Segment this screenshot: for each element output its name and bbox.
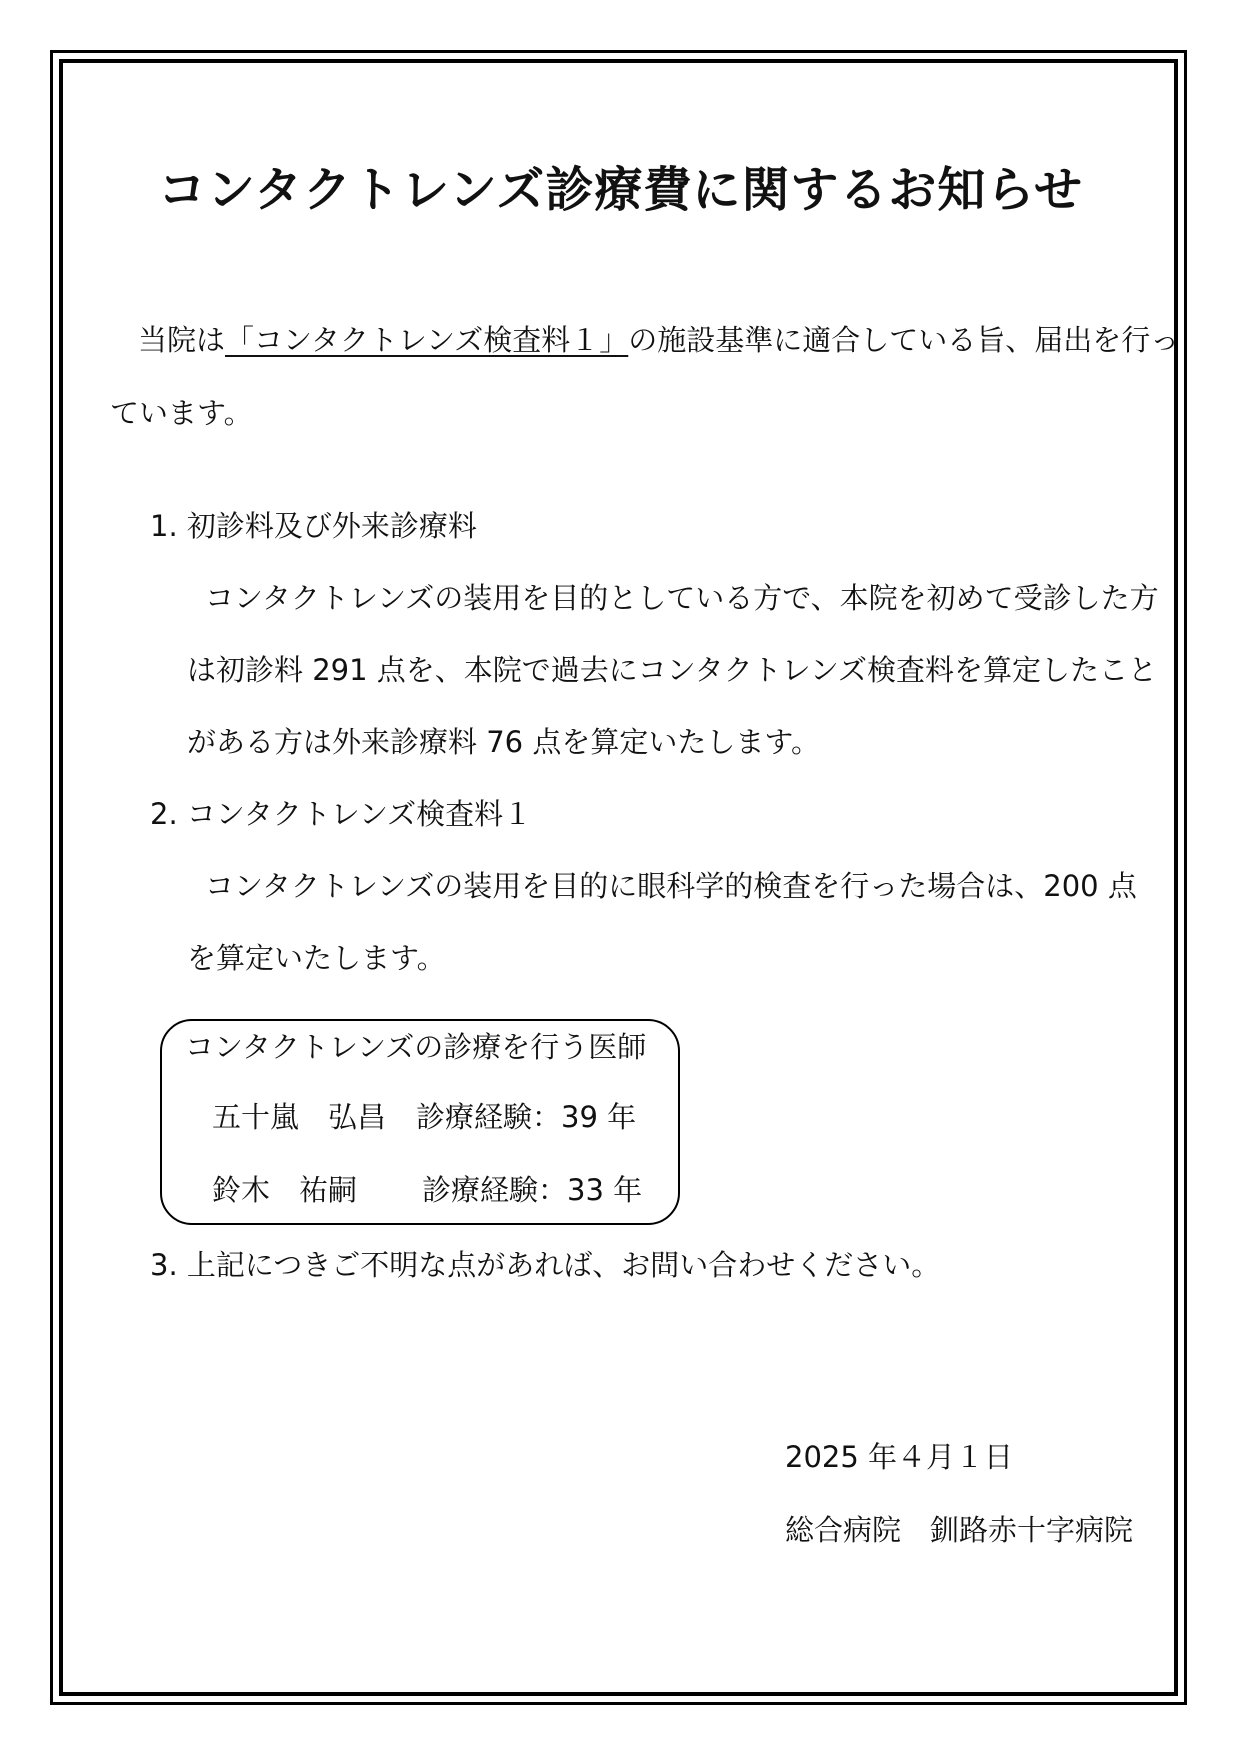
- hospital-name: 総合病院 釧路赤十字病院: [785, 1513, 1134, 1547]
- date: 2025 年４月１日: [785, 1440, 1014, 1474]
- page-title: コンタクトレンズ診療費に関するお知らせ: [157, 162, 1083, 218]
- doctor-1-experience: 診療経験：39 年: [416, 1100, 637, 1134]
- intro-before: 当院は: [138, 323, 226, 357]
- doctors-box-heading: コンタクトレンズの診療を行う医師: [185, 1030, 647, 1064]
- doctor-1-name: 五十嵐 弘昌: [212, 1100, 387, 1134]
- section-2-heading: 2. コンタクトレンズ検査料１: [150, 797, 533, 831]
- section-2-line-2: を算定いたします。: [187, 941, 446, 975]
- doctor-2-name: 鈴木 祐嗣: [212, 1173, 358, 1207]
- section-1-line-3: がある方は外来診療料 76 点を算定いたします。: [187, 725, 821, 759]
- intro-line-1: [138, 320, 1179, 360]
- section-2-line-1: コンタクトレンズの装用を目的に眼科学的検査を行った場合は、200 点: [205, 869, 1137, 903]
- intro-after: の施設基準に適合している旨、届出を行っ: [628, 323, 1180, 357]
- section-1-line-2: は初診料 291 点を、本院で過去にコンタクトレンズ検査料を算定したこと: [187, 653, 1158, 687]
- intro-highlight: 「コンタクトレンズ検査料１」: [225, 323, 629, 357]
- section-1-line-1: コンタクトレンズの装用を目的としている方で、本院を初めて受診した方: [205, 581, 1159, 615]
- intro-line-2: ています。: [110, 396, 253, 430]
- section-3-heading: 3. 上記につきご不明な点があれば、お問い合わせください。: [150, 1248, 941, 1282]
- doctor-2-experience: 診療経験：33 年: [422, 1173, 643, 1207]
- section-1-heading: 1. 初診料及び外来診療料: [150, 509, 477, 543]
